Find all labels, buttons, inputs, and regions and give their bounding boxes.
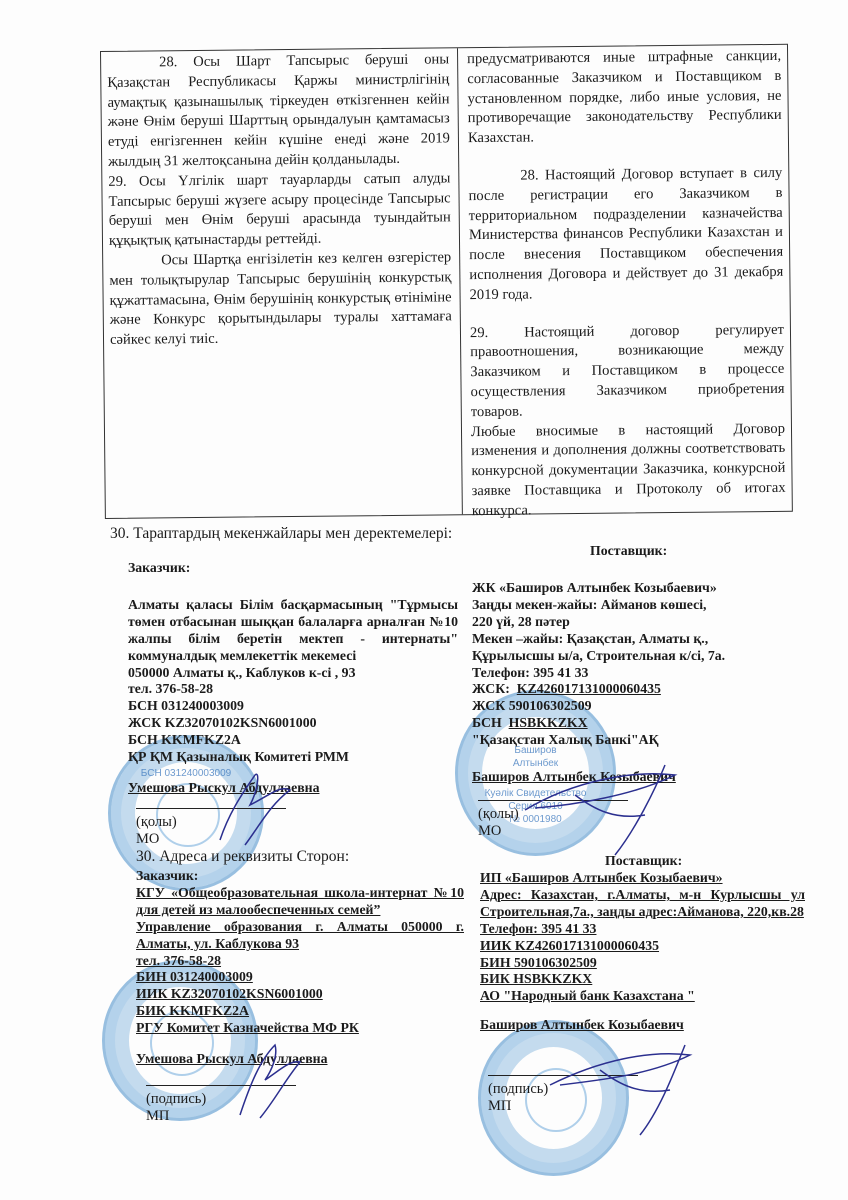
ru-customer-bank: РГУ Комитет Казначейства МФ РК: [136, 1020, 359, 1036]
clause-28-ru: 28. Настоящий Договор вступает в силу после регистрации его Заказчиком в территориальном подразделении казначейства Министерства финансов Республики Казахстан и после внесения Поставщиком обеспечения исполнения Договора и действует до 31 декабря 2019 года.: [468, 164, 784, 303]
kz-supplier-sign-block: [478, 806, 519, 840]
ru-supplier-phone: Телефон: 395 41 33: [480, 920, 597, 936]
ru-customer-seal: МП: [146, 1108, 170, 1124]
ru-supplier-seal: МП: [488, 1098, 512, 1114]
kz-supplier-iik-row: [472, 681, 725, 698]
kz-supplier-label: Поставщик:: [590, 543, 668, 558]
stamp-series: Серия 6010: [508, 801, 563, 812]
russian-column: [467, 47, 786, 522]
customer-stamp-text: БСН 031240003009: [140, 768, 232, 779]
kz-customer-name: Алматы қаласы Білім басқармасының "Тұрмысы төмен отбасынан шыққан балаларға арналған №10 жалпы білім беретін мектеп - интернаты" коммуналдық мемлекеттік мекемесі: [128, 596, 458, 663]
kz-customer-address: 050000 Алматы қ., Каблуков к-сі , 93: [128, 664, 356, 680]
ru-supplier-signer: Баширов Алтынбек Козыбаевич: [480, 1017, 684, 1033]
ru-customer-name: КГУ «Общеобразовательная школа-интернат №10 для детей из малообеспеченных семей”: [136, 884, 464, 917]
kz-customer-seal: МО: [136, 831, 160, 847]
ru-supplier-label: Поставщик:: [605, 853, 683, 868]
clause-29-kz: 29. Осы Үлгілік шарт тауарларды сатып алуды Тапсырыс беруші жүзеге асыру процесінде Тапсырыс беруші мен Өнім беруші арасында туындайтын құқықтық қатынастарды реттейді.: [108, 170, 451, 250]
kz-customer-bank: ҚР ҚМ Қазыналық Комитеті РММ: [128, 749, 349, 765]
clause-29-ru: 29. Настоящий договор регулирует правоотношения, возникающие между Заказчиком и Поставщиком в процессе осуществления Заказчиком приобретения товаров.: [469, 321, 785, 420]
ru-supplier-address: Адрес: Казахстан, г.Алматы, м-н Курлысшы ул Строительная,7а., заңды адрес:Айманова, 220,кв.28: [480, 886, 805, 919]
clauses-table: [100, 44, 793, 519]
kz-supplier-bank: "Қазақстан Халық Банкі"АҚ: [472, 732, 659, 748]
ru-customer-label: Заказчик:: [136, 868, 199, 883]
kz-supplier-iik: KZ426017131000060435: [516, 681, 661, 697]
ru-supplier-block: [480, 870, 805, 1034]
customer-signature-kz: [200, 770, 320, 850]
ru-requisites-heading: 30. Адреса и реквизиты Сторон:: [136, 848, 350, 865]
kz-supplier-seal: МО: [478, 823, 502, 839]
kz-supplier-iik-label: ЖСК:: [472, 681, 510, 697]
kz-supplier-phone: Телефон: 395 41 33: [472, 664, 589, 680]
kz-customer-bin: БСН 031240003009: [128, 698, 244, 714]
ru-supplier-iik: ИИК KZ426017131000060435: [480, 937, 660, 953]
ru-customer-iik: ИИК KZ32070102KSN6001000: [136, 986, 323, 1002]
kz-customer-sign-block: [136, 814, 177, 848]
ru-customer-signer: Умешова Рыскул Абдуллаевна: [136, 1051, 328, 1067]
ru-supplier-bin: БИН 590106302509: [480, 954, 597, 970]
kz-supplier-address-2: Құрылысшы ы/а, Строительная к/сі, 7а.: [472, 647, 726, 663]
kz-supplier-bik-label: БСН: [472, 715, 502, 731]
ru-supplier-name: ИП «Баширов Алтынбек Козыбаевич»: [480, 870, 723, 885]
kz-customer-phone: тел. 376-58-28: [128, 681, 214, 697]
kz-supplier-bik-row: [472, 715, 725, 732]
kz-supplier-legal-address-1: Заңды мекен-жайы: Айманов көшесі,: [472, 596, 707, 612]
kz-supplier-address-1: Мекен –жайы: Қазақстан, Алматы қ.,: [472, 630, 709, 646]
kz-customer-block: [128, 560, 458, 797]
kz-requisites-heading: 30. Тараптардың мекенжайлары мен деректемелері:: [110, 525, 453, 542]
supplier-signature-kz: [515, 750, 715, 860]
kz-supplier-bin: ЖСК 590106302509: [472, 698, 592, 714]
ru-customer-sign-block: [146, 1091, 206, 1125]
kz-supplier-name: ЖК «Баширов Алтынбек Козыбаевич»: [472, 580, 717, 595]
kz-supplier-legal-address-2: 220 үй, 28 пәтер: [472, 613, 570, 629]
stamp-number: № 0001980: [509, 814, 562, 825]
kz-customer-iik: ЖСК KZ32070102KSN6001000: [128, 715, 317, 731]
kz-customer-bik: БСН KKMFKZ2A: [128, 732, 241, 748]
clause-changes-kz: Осы Шартқа енгізілетін кез келген өзгерістер мен толықтырулар Тапсырыс берушінің конкурстық құжаттамасына, Өнім берушінің конкурстық өтініміне және Конкурс қорытындылары туралы хаттамаға сәйкес келуі тиіс.: [109, 249, 452, 349]
clause-changes-ru: Любые вносимые в настоящий Договор изменения и дополнения должны соответствовать конкурсной документации Заказчика, конкурсной заявке Поставщика и Протоколу об итогах конкурса.: [470, 420, 786, 519]
kz-customer-label: Заказчик:: [128, 560, 191, 575]
kz-supplier-bik: HSBKKZKX: [508, 715, 588, 731]
ru-customer-sign-caption: (подпись): [146, 1091, 207, 1107]
kazakh-column: [107, 50, 452, 351]
clause-28-kz: 28. Осы Шарт Тапсырыс беруші оны Қазақстан Республикасы Қаржы министрлігінің аумақтық қазынашылық тіркеуден өткізгеннен кейін және Өнім беруші Шарттың орындалуын қамтамасыз етуді енгізгеннен кейін күшіне енеді және 2019 жылдың 31 желтоқсанына дейін қолданылады.: [107, 51, 451, 170]
ru-customer-bin: БИН 031240003009: [136, 969, 253, 985]
supplier-signature-ru: [540, 1030, 740, 1140]
kz-supplier-sign-caption: (қолы): [478, 806, 519, 822]
ru-supplier-bank: АО "Народный банк Казахстана ": [480, 988, 695, 1004]
stamp-name-2: Алтынбек: [512, 758, 559, 769]
ru-supplier-sign-caption: (подпись): [488, 1081, 549, 1097]
kz-customer-signer: Умешова Рыскул Абдуллаевна: [128, 779, 320, 795]
ru-customer-phone: тел. 376-58-28: [136, 952, 222, 968]
customer-signature-ru: [220, 1040, 330, 1125]
ru-customer-block: [136, 868, 464, 1068]
kz-customer-sign-caption: (қолы): [136, 814, 177, 830]
kz-supplier-signer: Баширов Алтынбек Козыбаевич: [472, 769, 676, 785]
ru-customer-dept: Управление образования г. Алматы 050000 г. Алматы, ул. Каблукова 93: [136, 918, 464, 951]
stamp-cert: Куәлік Свидетельство: [484, 788, 587, 799]
stamp-name-1: Баширов: [514, 745, 557, 756]
ru-supplier-bik: БИК HSBKKZKX: [480, 971, 593, 987]
clause-27-continuation-ru: предусматриваются иные штрафные санкции, согласованные Заказчиком и Поставщиком в установленном порядке, либо иные условия, не противоречащие законодательству Республики Казахстан.: [467, 47, 782, 147]
ru-customer-bik: БИК KKMFKZ2A: [136, 1003, 250, 1019]
column-divider: [457, 48, 463, 514]
